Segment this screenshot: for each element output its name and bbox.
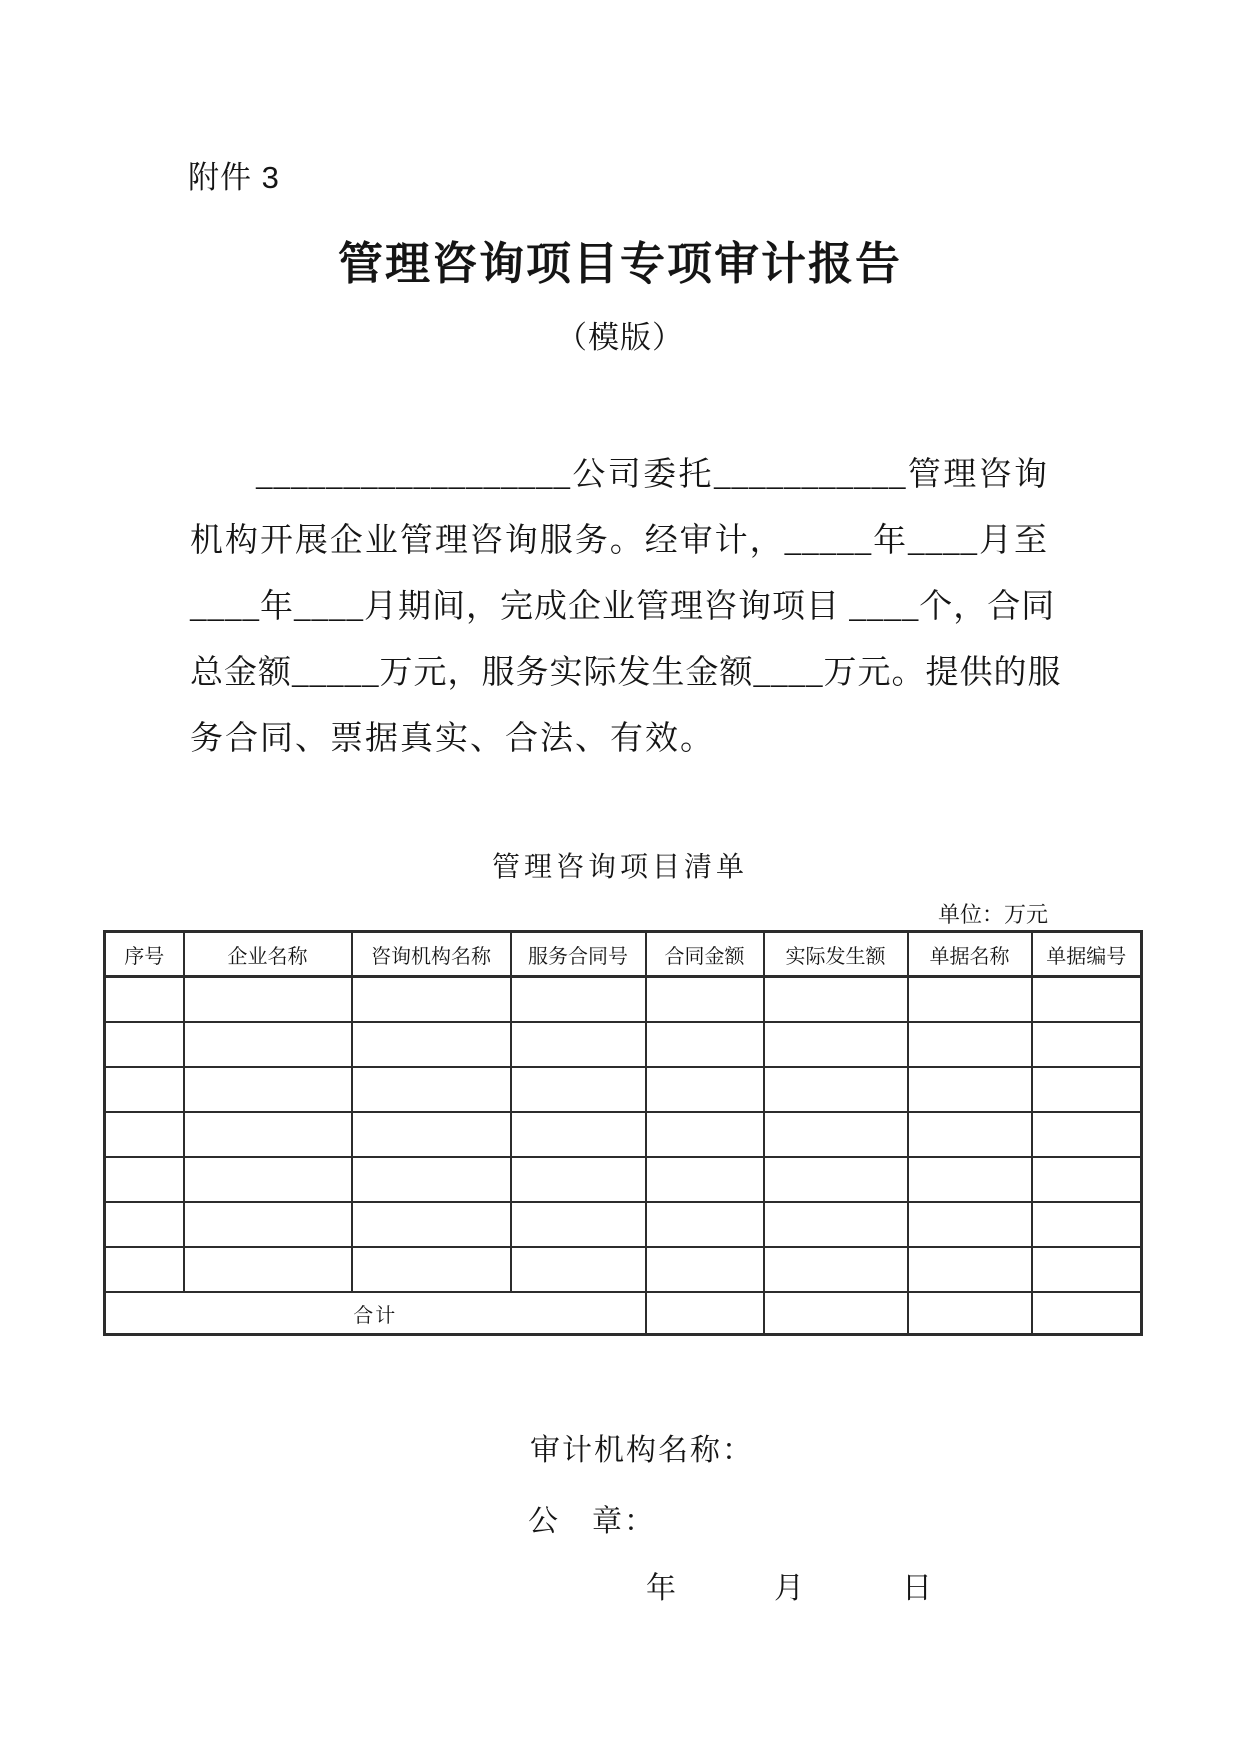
table-cell xyxy=(511,1112,646,1157)
table-cell xyxy=(511,1157,646,1202)
table-cell xyxy=(184,1247,352,1292)
table-cell xyxy=(352,1067,511,1112)
table-cell xyxy=(184,1022,352,1067)
table-row xyxy=(105,1202,1142,1247)
table-cell xyxy=(908,1022,1032,1067)
header-cell-receipt-no: 单据编号 xyxy=(1032,932,1142,977)
projects-table xyxy=(103,930,1143,1336)
paragraph-line: __________________公司委托___________管理咨询 xyxy=(256,457,1048,493)
table-cell xyxy=(105,1247,184,1292)
header-cell-company: 企业名称 xyxy=(184,932,352,977)
table-cell xyxy=(1032,977,1142,1023)
list-title: 管理咨询项目清单 xyxy=(491,852,748,883)
table-cell xyxy=(352,1112,511,1157)
table-cell xyxy=(105,1202,184,1247)
table-cell xyxy=(764,1067,908,1112)
document-title: 管理咨询项目专项审计报告 xyxy=(337,238,902,289)
table-cell xyxy=(646,1247,764,1292)
table-cell xyxy=(908,1202,1032,1247)
table-cell xyxy=(184,1112,352,1157)
table-row xyxy=(105,977,1142,1023)
table-cell xyxy=(105,1157,184,1202)
table-cell xyxy=(646,1157,764,1202)
table-cell xyxy=(105,1112,184,1157)
table-cell xyxy=(1032,1022,1142,1067)
table-cell xyxy=(184,1067,352,1112)
table-cell xyxy=(184,1202,352,1247)
table-cell xyxy=(908,1067,1032,1112)
table-row xyxy=(105,1022,1142,1067)
table-cell xyxy=(352,1157,511,1202)
attachment-label: 附件 3 xyxy=(188,160,280,195)
table-cell xyxy=(352,977,511,1023)
total-row xyxy=(105,1292,1142,1335)
table-cell xyxy=(1032,1292,1142,1335)
table-cell xyxy=(105,977,184,1023)
header-cell-agency: 咨询机构名称 xyxy=(352,932,511,977)
date-line: 年 月 日 xyxy=(646,1572,934,1605)
table-cell xyxy=(646,1022,764,1067)
table-cell xyxy=(105,1067,184,1112)
table-cell xyxy=(1032,1202,1142,1247)
table-cell xyxy=(764,977,908,1023)
table-cell xyxy=(511,1067,646,1112)
table-cell xyxy=(908,1292,1032,1335)
paragraph-line: 务合同、票据真实、合法、有效。 xyxy=(190,721,715,757)
table-cell xyxy=(764,1202,908,1247)
table-cell xyxy=(646,1112,764,1157)
table-cell xyxy=(511,1247,646,1292)
paragraph-line: 总金额_____万元，服务实际发生金额____万元。提供的服 xyxy=(190,655,1062,691)
table-cell xyxy=(764,1112,908,1157)
table-cell xyxy=(908,1112,1032,1157)
header-cell-actual-amount: 实际发生额 xyxy=(764,932,908,977)
table-cell xyxy=(764,1292,908,1335)
official-seal-label: 公 章： xyxy=(528,1505,656,1538)
table-cell xyxy=(646,1202,764,1247)
header-row xyxy=(105,932,1142,977)
table-cell xyxy=(105,1022,184,1067)
header-cell-contract-no: 服务合同号 xyxy=(511,932,646,977)
auditor-name-label: 审计机构名称： xyxy=(530,1434,754,1467)
document-subtitle: （模版） xyxy=(556,320,684,355)
table-cell xyxy=(1032,1247,1142,1292)
table-cell xyxy=(1032,1112,1142,1157)
table-cell xyxy=(646,977,764,1023)
paragraph-line: ____年____月期间，完成企业管理咨询项目 ____个，合同 xyxy=(190,589,1056,625)
table-cell xyxy=(646,1067,764,1112)
header-cell-receipt-name: 单据名称 xyxy=(908,932,1032,977)
header-cell-index: 序号 xyxy=(105,932,184,977)
table-cell xyxy=(764,1157,908,1202)
table-cell xyxy=(908,1247,1032,1292)
table-cell xyxy=(908,1157,1032,1202)
table-cell xyxy=(352,1202,511,1247)
unit-note: 单位：万元 xyxy=(937,902,1048,927)
table-cell xyxy=(1032,1067,1142,1112)
paragraph-line: 机构开展企业管理咨询服务。经审计，_____年____月至 xyxy=(190,523,1049,559)
table-cell xyxy=(908,977,1032,1023)
body-paragraph xyxy=(190,442,1062,772)
total-label-cell: 合计 xyxy=(105,1292,646,1335)
table-cell xyxy=(764,1022,908,1067)
table-cell xyxy=(764,1247,908,1292)
table-cell xyxy=(184,1157,352,1202)
header-cell-contract-amount: 合同金额 xyxy=(646,932,764,977)
table-row xyxy=(105,1157,1142,1202)
table-row xyxy=(105,1247,1142,1292)
table-cell xyxy=(1032,1157,1142,1202)
table-cell xyxy=(511,977,646,1023)
table-cell xyxy=(184,977,352,1023)
table-cell xyxy=(352,1247,511,1292)
table-cell xyxy=(511,1202,646,1247)
table-cell xyxy=(646,1292,764,1335)
table-cell xyxy=(352,1022,511,1067)
table-cell xyxy=(511,1022,646,1067)
table-row xyxy=(105,1112,1142,1157)
table-row xyxy=(105,1067,1142,1112)
